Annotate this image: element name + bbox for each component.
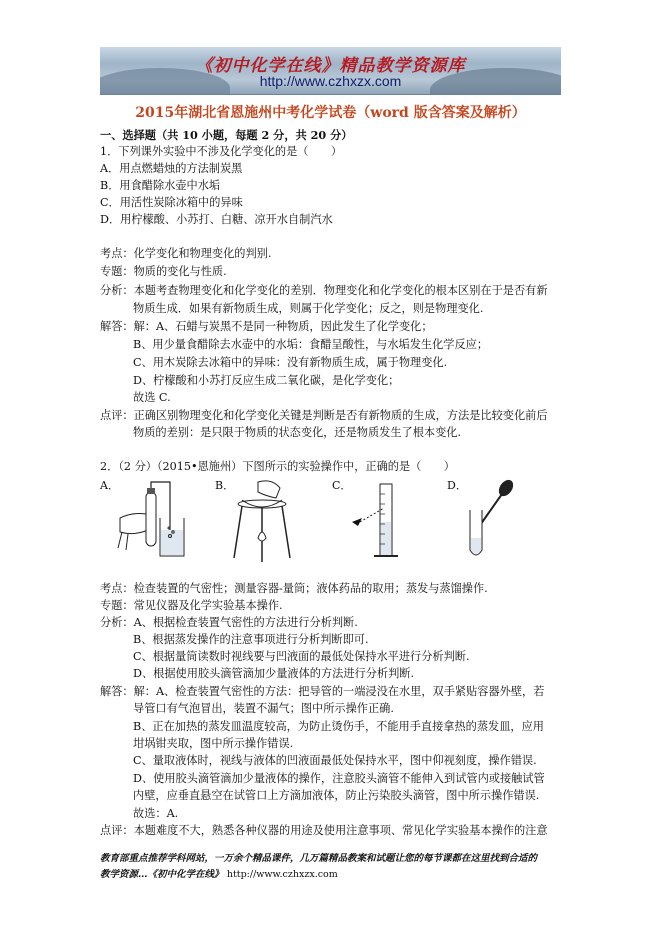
q1-jieda-a: 解答：解：A、石蜡与炭黑不是同一种物质，因此发生了化学变化； — [100, 320, 433, 333]
q1-fenxi-cont: 物质生成．如果有新物质生成，则属于化学变化；反之，则是物理变化. — [133, 302, 484, 315]
footer-line-2-text: 教学资源…《初中化学在线》 — [100, 869, 224, 880]
q2-fenxi-b: B、根据蒸发操作的注意事项进行分析判断即可. — [133, 633, 369, 646]
q2-fenxi-d: D、根据使用胶头滴管滴加少量液体的方法进行分析判断. — [133, 667, 415, 680]
evaporation-figure — [228, 478, 298, 566]
section-heading: 一、选择题（共 10 小题，每题 2 分，共 20 分） — [100, 128, 353, 142]
q2-zhuanti: 专题：常见仪器及化学实验基本操作. — [100, 599, 283, 612]
banner-url[interactable]: http://www.czhxzx.com — [259, 73, 402, 89]
site-banner — [100, 47, 561, 95]
q1-option-a: A．用点燃蜡烛的方法制炭黑 — [100, 162, 243, 175]
footer-line-1: 教育部重点推荐学科网站，一万余个精品课件，几万篇精品教案和试题让您的每节课都在这里找到合适的 — [100, 853, 538, 864]
footer-url-link[interactable]: http://www.czhxzx.com — [226, 869, 338, 880]
q2-jieda-d: D、使用胶头滴管滴加少量液体的操作，注意胶头滴管不能伸入到试管内或接触试管 — [133, 772, 545, 785]
q2-fenxi-c: C、根据量筒读数时视线要与凹液面的最低处保持水平进行分析判断. — [133, 650, 470, 663]
q1-fenxi: 分析：本题考查物理变化和化学变化的差别．物理变化和化学变化的根本区别在于是否有新 — [100, 284, 548, 297]
q2-kaodian: 考点：检查装置的气密性；测量容器-量筒；液体药品的取用；蒸发与蒸馏操作. — [100, 582, 488, 595]
q1-jieda-d: D、柠檬酸和小苏打反应生成二氧化碳，是化学变化； — [133, 374, 400, 387]
q1-jieda-c: C、用木炭除去冰箱中的异味：没有新物质生成，属于物理变化. — [133, 356, 448, 369]
dropper-figure — [458, 478, 528, 566]
q1-option-d: D．用柠檬酸、小苏打、白糖、凉开水自制汽水 — [100, 213, 333, 226]
q1-option-c: C．用活性炭除冰箱中的异味 — [100, 196, 243, 209]
q1-dianping: 点评：正确区别物理变化和化学变化关键是判断是否有新物质的生成，方法是比较变化前后 — [100, 409, 548, 422]
q2-answer: 故选：A. — [133, 807, 179, 820]
q2-stem: 2．（2 分）（2015•恩施州）下图所示的实验操作中，正确的是（ ） — [100, 460, 455, 473]
q2-fenxi-a: 分析：A、根据检查装置气密性的方法进行分析判断. — [100, 616, 358, 629]
q1-answer: 故选 C. — [133, 391, 171, 404]
q2-figure-label-b: B． — [215, 479, 235, 492]
q2-jieda-b: B、正在加热的蒸发皿温度较高，为防止烫伤手，不能用手直接拿热的蒸发皿，应用 — [133, 720, 544, 733]
q2-jieda-d-cont: 内壁，应垂直悬空在试管口上方滴加液体，防止污染胶头滴管，图中所示操作错误. — [133, 789, 540, 802]
banner-title: 《初中化学在线》精品教学资源库 — [195, 56, 466, 76]
q2-jieda-a: 解答：解：A、检查装置气密性的方法：把导管的一端浸没在水里，双手紧贴容器外壁，若 — [100, 685, 545, 698]
document-title: 2015年湖北省恩施州中考化学试卷（word 版含答案及解析） — [135, 105, 526, 121]
q1-stem: 1．下列课外实验中不涉及化学变化的是（ ） — [100, 145, 343, 158]
q2-figure-label-d: D． — [447, 479, 467, 492]
q1-jieda-b: B、用少量食醋除去水壶中的水垢：食醋呈酸性，与水垢发生化学反应； — [133, 338, 489, 351]
q1-option-b: B．用食醋除水壶中水垢 — [100, 179, 221, 192]
q2-jieda-b-cont: 坩埚钳夹取，图中所示操作错误. — [133, 737, 294, 750]
footer-line-2 — [100, 866, 338, 880]
q2-figure-label-a: A． — [100, 479, 119, 492]
graduated-cylinder-figure — [340, 478, 410, 566]
q2-jieda-c: C、量取液体时，视线与液体的凹液面最低处保持水平，图中仰视刻度，操作错误. — [133, 754, 537, 767]
airtightness-check-figure — [112, 478, 202, 566]
q1-kaodian: 考点：化学变化和物理变化的判别. — [100, 247, 272, 260]
q2-jieda-a-cont: 导管口有气泡冒出，装置不漏气；图中所示操作正确. — [133, 702, 394, 715]
q1-zhuanti: 专题：物质的变化与性质. — [100, 265, 227, 278]
q1-dianping-cont: 物质的差别：是只限于物质的状态变化，还是物质发生了根本变化. — [133, 426, 461, 439]
q2-dianping: 点评：本题难度不大，熟悉各种仪器的用途及使用注意事项、常见化学实验基本操作的注意 — [100, 824, 548, 837]
q2-figure-label-c: C． — [332, 479, 352, 492]
